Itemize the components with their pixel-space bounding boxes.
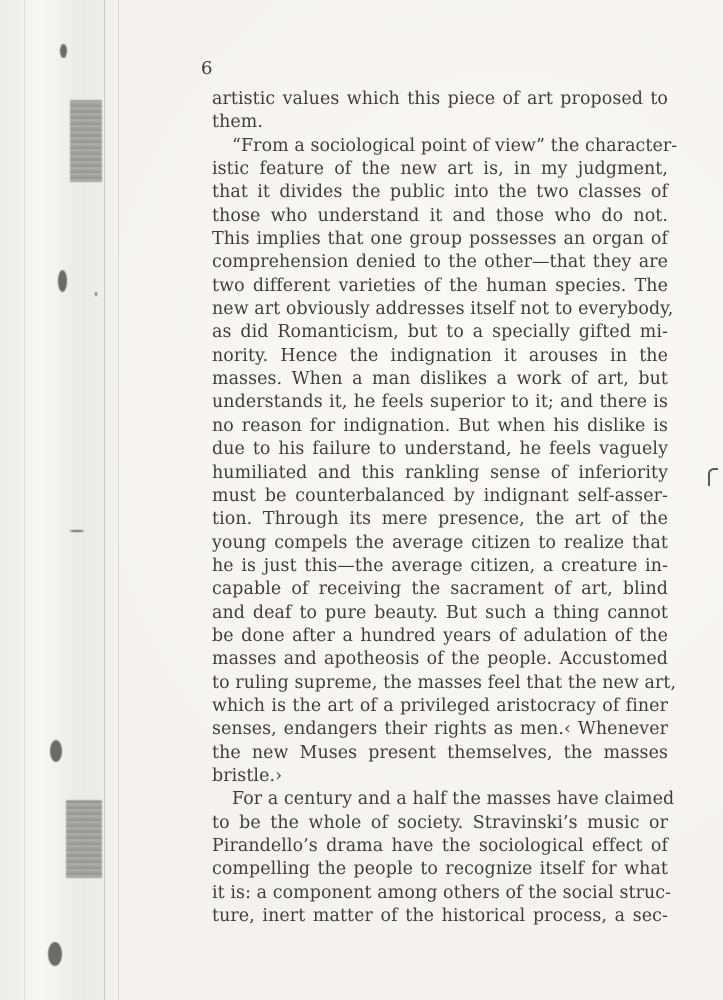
text-line: and deaf to pure beauty. But such a thing cannot xyxy=(212,602,668,623)
binding-edge-line xyxy=(24,0,25,1000)
text-line: those who understand it and those who do not. xyxy=(212,205,668,226)
text-line: which is the art of a privileged aristocracy of finer xyxy=(212,695,668,716)
text-line: “From a sociological point of view” the character- xyxy=(232,135,678,156)
text-line: be done after a hundred years of adulation of the xyxy=(212,625,668,646)
text-line: the new Muses present themselves, the masses xyxy=(212,742,668,763)
text-line: istic feature of the new art is, in my judgment, xyxy=(212,159,668,180)
tape-mark-top xyxy=(70,100,102,182)
text-line: new art obviously addresses itself not to everybody, xyxy=(212,299,674,320)
text-line: ture, inert matter of the historical process, a sec- xyxy=(212,906,668,927)
text-line: to be the whole of society. Stravinski’s music or xyxy=(212,812,668,833)
text-line: tion. Through its mere presence, the art of the xyxy=(212,509,668,530)
text-line: must be counterbalanced by indignant self-asser- xyxy=(212,485,668,506)
scan-speck xyxy=(48,942,62,966)
text-line: it is: a component among others of the social struc- xyxy=(212,882,672,903)
text-line: two different varieties of the human species. The xyxy=(212,275,668,296)
page-number: 6 xyxy=(201,58,213,79)
text-line: humiliated and this rankling sense of inferiority xyxy=(212,462,668,483)
text-line: masses. When a man dislikes a work of art, but xyxy=(212,369,668,390)
scan-speck xyxy=(60,44,67,58)
text-line: young compels the average citizen to realize that xyxy=(212,532,668,553)
binding-edge-line xyxy=(118,0,119,1000)
text-line: that it divides the public into the two classes of xyxy=(212,182,668,203)
scan-speck xyxy=(58,270,67,292)
tape-mark-bottom xyxy=(66,800,102,878)
text-line: nority. Hence the indignation it arouses in the xyxy=(212,345,668,366)
text-line: Pirandello’s drama have the sociological effect of xyxy=(212,836,668,856)
text-line: comprehension denied to the other—that they are xyxy=(212,252,668,273)
body-text xyxy=(212,88,678,928)
text-line: bristle.› xyxy=(212,765,283,786)
text-line: as did Romanticism, but to a specially gifted mi- xyxy=(212,322,668,343)
text-line: For a century and a half the masses have claimed xyxy=(232,789,675,810)
text-line: to ruling supreme, the masses feel that the new art, xyxy=(212,672,677,693)
scan-speck xyxy=(50,740,62,762)
scan-speck xyxy=(70,530,84,532)
scan-speck xyxy=(95,292,97,296)
text-line: them. xyxy=(212,112,263,133)
text-line: no reason for indignation. But when his dislike is xyxy=(212,415,668,436)
text-line: artistic values which this piece of art proposed to xyxy=(212,89,668,109)
text-line: due to his failure to understand, he feels vaguely xyxy=(212,439,668,460)
text-line: masses and apotheosis of the people. Accustomed xyxy=(212,649,668,670)
text-line: capable of receiving the sacrament of art, blind xyxy=(212,579,668,600)
margin-bracket-mark xyxy=(708,468,718,486)
text-line: compelling the people to recognize itself for what xyxy=(212,859,668,880)
text-line: senses, endangers their rights as men.‹ Whenever xyxy=(212,719,668,740)
text-line: understands it, he feels superior to it; and there is xyxy=(212,392,668,413)
binding-edge-line xyxy=(104,0,105,1000)
text-line: This implies that one group possesses an organ of xyxy=(212,229,668,250)
text-line: he is just this—the average citizen, a creature in- xyxy=(212,555,668,576)
